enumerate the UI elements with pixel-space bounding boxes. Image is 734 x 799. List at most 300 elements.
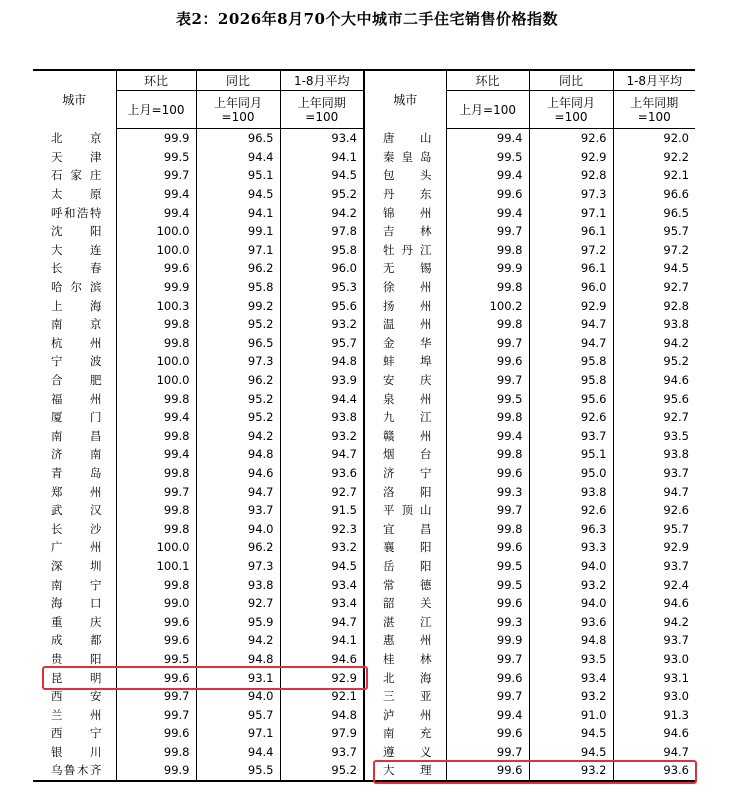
yoy-cell: 95.1 (529, 445, 613, 464)
table-row (33, 259, 695, 278)
city-cell: 哈尔滨 (51, 280, 102, 295)
avg-cell: 96.6 (613, 185, 695, 204)
yoy-cell: 96.5 (196, 129, 280, 148)
mom-cell: 99.4 (116, 203, 196, 222)
mom-cell: 99.7 (446, 650, 529, 669)
mom-base-left: 上月=100 (116, 91, 196, 129)
city-cell: 泸州 (364, 705, 446, 724)
yoy-cell: 96.2 (196, 259, 280, 278)
yoy-cell: 95.8 (196, 278, 280, 297)
avg-base-left: 上年同期=100 (280, 91, 364, 129)
yoy-cell: 97.3 (196, 557, 280, 576)
yoy-cell: 93.7 (196, 501, 280, 520)
mom-cell: 99.6 (446, 594, 529, 613)
city-cell: 石家庄 (51, 168, 102, 183)
avg-cell: 94.7 (280, 612, 364, 631)
avg-cell: 94.6 (613, 594, 695, 613)
yoy-cell: 94.8 (196, 445, 280, 464)
city-cell: 西宁 (51, 726, 102, 741)
avg-cell: 94.5 (280, 557, 364, 576)
city-cell: 大连 (51, 242, 102, 257)
mom-cell: 99.6 (446, 352, 529, 371)
city-cell: 兰州 (51, 707, 102, 722)
table-row (33, 519, 695, 538)
city-cell: 厦门 (51, 410, 102, 425)
header-row-1 (33, 70, 695, 91)
yoy-cell: 97.1 (196, 724, 280, 743)
mom-cell: 99.7 (446, 222, 529, 241)
city-cell: 韶关 (364, 594, 446, 613)
mom-cell: 99.8 (446, 278, 529, 297)
yoy-cell: 93.8 (196, 575, 280, 594)
yoy-cell: 95.5 (196, 761, 280, 781)
table-row (33, 612, 695, 631)
city-cell: 成都 (51, 633, 102, 648)
yoy-cell: 93.2 (529, 687, 613, 706)
avg-cell: 93.0 (613, 687, 695, 706)
yoy-cell: 96.1 (529, 259, 613, 278)
mom-cell: 99.4 (116, 445, 196, 464)
city-cell: 秦皇岛 (364, 148, 446, 167)
city-cell: 北京 (51, 131, 102, 146)
yoy-cell: 93.6 (529, 612, 613, 631)
avg-cell: 92.0 (613, 129, 695, 148)
avg-cell: 92.1 (280, 687, 364, 706)
avg-cell: 93.8 (280, 408, 364, 427)
mom-cell: 99.8 (116, 315, 196, 334)
table-row (33, 278, 695, 297)
yoy-cell: 94.8 (196, 650, 280, 669)
avg-cell: 94.1 (280, 148, 364, 167)
avg-cell: 94.2 (280, 203, 364, 222)
yoy-cell: 94.7 (529, 334, 613, 353)
mom-cell: 99.6 (446, 185, 529, 204)
mom-cell: 99.4 (116, 185, 196, 204)
table-row (33, 352, 695, 371)
yoy-cell: 94.0 (196, 519, 280, 538)
mom-cell: 100.3 (116, 296, 196, 315)
city-cell: 呼和浩特 (51, 205, 102, 220)
avg-cell: 92.6 (613, 501, 695, 520)
table-title: 表2：2026年8月70个大中城市二手住宅销售价格指数 (176, 10, 558, 28)
city-cell: 唐山 (364, 129, 446, 148)
avg-cell: 95.7 (613, 222, 695, 241)
city-header-right: 城市 (364, 70, 446, 129)
yoy-cell: 95.2 (196, 315, 280, 334)
mom-cell: 99.9 (116, 278, 196, 297)
yoy-cell: 92.6 (529, 408, 613, 427)
mom-cell: 99.4 (446, 166, 529, 185)
yoy-base-right: 上年同月=100 (529, 91, 613, 129)
avg-cell: 92.2 (613, 148, 695, 167)
city-cell: 贵阳 (51, 651, 102, 666)
avg-cell: 95.2 (613, 352, 695, 371)
city-cell: 温州 (364, 315, 446, 334)
mom-base-right: 上月=100 (446, 91, 529, 129)
avg-cell: 95.3 (280, 278, 364, 297)
city-cell: 天津 (51, 149, 102, 164)
mom-cell: 99.9 (446, 259, 529, 278)
yoy-cell: 95.8 (529, 352, 613, 371)
avg-cell: 93.6 (280, 464, 364, 483)
city-cell: 无锡 (364, 259, 446, 278)
city-cell: 南宁 (51, 577, 102, 592)
yoy-cell: 97.2 (529, 241, 613, 260)
mom-cell: 99.8 (116, 743, 196, 762)
avg-cell: 94.4 (280, 389, 364, 408)
city-cell: 南昌 (51, 428, 102, 443)
yoy-cell: 94.4 (196, 148, 280, 167)
mom-cell: 99.5 (446, 148, 529, 167)
table-row (33, 296, 695, 315)
mom-cell: 99.8 (446, 241, 529, 260)
mom-cell: 99.4 (446, 129, 529, 148)
yoy-cell: 94.5 (529, 724, 613, 743)
yoy-cell: 94.0 (196, 687, 280, 706)
avg-cell: 97.8 (280, 222, 364, 241)
avg-cell: 94.7 (280, 445, 364, 464)
city-cell: 北海 (364, 668, 446, 687)
mom-cell: 99.8 (116, 501, 196, 520)
avg-cell: 94.2 (613, 334, 695, 353)
city-cell: 深圳 (51, 558, 102, 573)
mom-cell: 99.5 (116, 148, 196, 167)
avg-cell: 93.7 (280, 743, 364, 762)
avg-cell: 93.4 (280, 575, 364, 594)
avg-cell: 93.0 (613, 650, 695, 669)
city-cell: 合肥 (51, 373, 102, 388)
yoy-cell: 97.1 (196, 241, 280, 260)
city-cell: 赣州 (364, 427, 446, 446)
yoy-cell: 94.5 (529, 743, 613, 762)
yoy-cell: 96.0 (529, 278, 613, 297)
avg-cell: 93.8 (613, 315, 695, 334)
yoy-cell: 93.4 (529, 668, 613, 687)
mom-cell: 99.7 (116, 166, 196, 185)
table-row (33, 743, 695, 762)
mom-cell: 99.8 (116, 519, 196, 538)
yoy-cell: 96.3 (529, 519, 613, 538)
mom-cell: 99.5 (446, 557, 529, 576)
yoy-cell: 95.2 (196, 389, 280, 408)
mom-cell: 100.0 (116, 371, 196, 390)
city-cell: 宜昌 (364, 519, 446, 538)
table-row (33, 538, 695, 557)
avg-cell: 92.3 (280, 519, 364, 538)
avg-cell: 91.5 (280, 501, 364, 520)
yoy-cell: 94.8 (529, 631, 613, 650)
table-row (33, 445, 695, 464)
city-cell: 湛江 (364, 612, 446, 631)
yoy-cell: 96.1 (529, 222, 613, 241)
city-cell: 青岛 (51, 465, 102, 480)
mom-cell: 99.8 (446, 408, 529, 427)
yoy-cell: 94.2 (196, 631, 280, 650)
city-cell: 广州 (51, 540, 102, 555)
city-cell: 牡丹江 (364, 241, 446, 260)
yoy-cell: 92.8 (529, 166, 613, 185)
yoy-cell: 95.6 (529, 389, 613, 408)
yoy-cell: 93.5 (529, 650, 613, 669)
yoy-cell: 92.6 (529, 129, 613, 148)
city-cell: 蚌埠 (364, 352, 446, 371)
city-cell: 银川 (51, 744, 102, 759)
city-cell: 襄阳 (364, 538, 446, 557)
table-row (33, 631, 695, 650)
city-cell: 海口 (51, 596, 102, 611)
city-cell: 宁波 (51, 354, 102, 369)
mom-cell: 99.7 (446, 687, 529, 706)
avg-cell: 92.9 (613, 538, 695, 557)
city-cell: 长春 (51, 261, 102, 276)
mom-cell: 99.5 (446, 575, 529, 594)
avg-cell: 92.1 (613, 166, 695, 185)
city-cell: 大理 (364, 761, 446, 781)
city-cell: 桂林 (364, 650, 446, 669)
avg-cell: 91.3 (613, 705, 695, 724)
table-row (33, 222, 695, 241)
mom-cell: 99.6 (446, 761, 529, 781)
mom-header-right: 环比 (446, 70, 529, 91)
city-header-left: 城市 (33, 70, 116, 129)
city-cell: 武汉 (51, 503, 102, 518)
table-row (33, 724, 695, 743)
city-cell: 乌鲁木齐 (33, 761, 116, 781)
mom-cell: 99.6 (116, 631, 196, 650)
mom-cell: 99.7 (446, 334, 529, 353)
city-cell: 重庆 (51, 614, 102, 629)
mom-cell: 100.0 (116, 538, 196, 557)
mom-cell: 99.7 (446, 371, 529, 390)
mom-cell: 99.8 (116, 334, 196, 353)
avg-cell: 95.7 (613, 519, 695, 538)
yoy-cell: 97.1 (529, 203, 613, 222)
city-cell: 西安 (51, 689, 102, 704)
city-cell: 洛阳 (364, 482, 446, 501)
yoy-cell: 94.5 (196, 185, 280, 204)
table-row (33, 129, 695, 148)
city-cell: 包头 (364, 166, 446, 185)
table-row (33, 185, 695, 204)
mom-cell: 99.9 (446, 631, 529, 650)
avg-cell: 92.7 (280, 482, 364, 501)
table-row (33, 594, 695, 613)
mom-cell: 99.6 (446, 724, 529, 743)
avg-cell: 93.7 (613, 631, 695, 650)
table-row (33, 166, 695, 185)
mom-cell: 100.0 (116, 241, 196, 260)
yoy-cell: 93.8 (529, 482, 613, 501)
yoy-cell: 95.2 (196, 408, 280, 427)
yoy-cell: 97.3 (196, 352, 280, 371)
yoy-cell: 93.1 (196, 668, 280, 687)
highlight-box-left (42, 666, 368, 690)
city-cell: 济南 (51, 447, 102, 462)
yoy-cell: 96.2 (196, 371, 280, 390)
yoy-cell: 95.1 (196, 166, 280, 185)
avg-cell: 94.7 (613, 482, 695, 501)
avg-header-right: 1-8月平均 (613, 70, 695, 91)
yoy-cell: 94.0 (529, 594, 613, 613)
mom-cell: 99.7 (116, 705, 196, 724)
table-row (33, 427, 695, 446)
city-cell: 昆明 (51, 670, 102, 685)
avg-cell: 95.8 (280, 241, 364, 260)
avg-cell: 92.7 (613, 278, 695, 297)
yoy-cell: 94.1 (196, 203, 280, 222)
avg-cell: 94.2 (613, 612, 695, 631)
yoy-cell: 94.4 (196, 743, 280, 762)
yoy-header-right: 同比 (529, 70, 613, 91)
yoy-cell: 95.0 (529, 464, 613, 483)
avg-cell: 96.0 (280, 259, 364, 278)
mom-cell: 99.6 (446, 668, 529, 687)
yoy-header-left: 同比 (196, 70, 280, 91)
avg-cell: 93.4 (280, 129, 364, 148)
yoy-cell: 93.7 (529, 427, 613, 446)
yoy-cell: 92.6 (529, 501, 613, 520)
city-cell: 惠州 (364, 631, 446, 650)
table-row (33, 371, 695, 390)
city-cell: 平顶山 (364, 501, 446, 520)
yoy-cell: 92.9 (529, 296, 613, 315)
mom-cell: 99.6 (446, 538, 529, 557)
mom-cell: 99.4 (446, 203, 529, 222)
yoy-cell: 94.7 (196, 482, 280, 501)
avg-cell: 92.8 (613, 296, 695, 315)
mom-cell: 99.8 (116, 389, 196, 408)
yoy-base-left: 上年同月=100 (196, 91, 280, 129)
avg-cell: 93.2 (280, 315, 364, 334)
mom-header-left: 环比 (116, 70, 196, 91)
mom-cell: 99.4 (116, 408, 196, 427)
mom-cell: 99.4 (446, 705, 529, 724)
avg-cell: 94.5 (280, 166, 364, 185)
mom-cell: 99.8 (446, 519, 529, 538)
avg-cell: 93.7 (613, 557, 695, 576)
mom-cell: 99.4 (446, 427, 529, 446)
avg-cell: 93.9 (280, 371, 364, 390)
mom-cell: 99.6 (446, 464, 529, 483)
city-cell: 吉林 (364, 222, 446, 241)
city-cell: 太原 (51, 187, 102, 202)
table-row (33, 464, 695, 483)
avg-cell: 93.2 (280, 538, 364, 557)
yoy-cell: 93.2 (529, 575, 613, 594)
city-cell: 南充 (364, 724, 446, 743)
avg-cell: 93.2 (280, 427, 364, 446)
avg-cell: 92.4 (613, 575, 695, 594)
avg-cell: 94.6 (613, 371, 695, 390)
yoy-cell: 93.3 (529, 538, 613, 557)
table-row (33, 203, 695, 222)
city-cell: 上海 (51, 298, 102, 313)
table-row (33, 575, 695, 594)
yoy-cell: 96.5 (196, 334, 280, 353)
city-cell: 丹东 (364, 185, 446, 204)
table-row (33, 148, 695, 167)
mom-cell: 99.6 (116, 668, 196, 687)
yoy-cell: 92.7 (196, 594, 280, 613)
city-cell: 沈阳 (51, 224, 102, 239)
avg-cell: 94.5 (613, 259, 695, 278)
city-cell: 锦州 (364, 203, 446, 222)
city-cell: 福州 (51, 391, 102, 406)
avg-cell: 93.7 (613, 464, 695, 483)
yoy-cell: 94.2 (196, 427, 280, 446)
table-row (33, 482, 695, 501)
mom-cell: 99.8 (116, 464, 196, 483)
table-row (33, 501, 695, 520)
table-row (33, 334, 695, 353)
mom-cell: 100.0 (116, 352, 196, 371)
table-row (33, 241, 695, 260)
avg-cell: 93.8 (613, 445, 695, 464)
mom-cell: 99.3 (446, 482, 529, 501)
city-cell: 泉州 (364, 389, 446, 408)
mom-cell: 99.8 (116, 427, 196, 446)
city-cell: 金华 (364, 334, 446, 353)
avg-cell: 94.1 (280, 631, 364, 650)
mom-cell: 99.0 (116, 594, 196, 613)
highlight-box-right (373, 760, 697, 784)
mom-cell: 99.6 (116, 259, 196, 278)
city-cell: 济宁 (364, 464, 446, 483)
avg-cell: 92.9 (280, 668, 364, 687)
mom-cell: 100.2 (446, 296, 529, 315)
table-row (33, 705, 695, 724)
yoy-cell: 99.1 (196, 222, 280, 241)
mom-cell: 99.7 (446, 501, 529, 520)
city-cell: 南京 (51, 317, 102, 332)
city-cell: 徐州 (364, 278, 446, 297)
city-cell: 烟台 (364, 445, 446, 464)
avg-cell: 97.2 (613, 241, 695, 260)
table-row (33, 315, 695, 334)
avg-cell: 95.2 (280, 761, 364, 781)
city-cell: 安庆 (364, 371, 446, 390)
yoy-cell: 95.8 (529, 371, 613, 390)
mom-cell: 99.3 (446, 612, 529, 631)
avg-cell: 92.7 (613, 408, 695, 427)
avg-cell: 93.1 (613, 668, 695, 687)
city-cell: 三亚 (364, 687, 446, 706)
yoy-cell: 94.6 (196, 464, 280, 483)
mom-cell: 99.7 (116, 482, 196, 501)
city-cell: 郑州 (51, 484, 102, 499)
mom-cell: 99.5 (116, 650, 196, 669)
yoy-cell: 91.0 (529, 705, 613, 724)
yoy-cell: 96.2 (196, 538, 280, 557)
mom-cell: 99.6 (116, 724, 196, 743)
mom-cell: 100.0 (116, 222, 196, 241)
table-row (33, 389, 695, 408)
city-cell: 遵义 (364, 743, 446, 762)
city-cell: 长沙 (51, 521, 102, 536)
avg-cell: 94.6 (280, 650, 364, 669)
yoy-cell: 94.0 (529, 557, 613, 576)
avg-cell: 97.9 (280, 724, 364, 743)
avg-header-left: 1-8月平均 (280, 70, 364, 91)
city-cell: 九江 (364, 408, 446, 427)
mom-cell: 99.8 (116, 575, 196, 594)
avg-cell: 94.8 (280, 352, 364, 371)
table-row (33, 557, 695, 576)
avg-cell: 95.2 (280, 185, 364, 204)
city-cell: 常德 (364, 575, 446, 594)
avg-cell: 94.8 (280, 705, 364, 724)
mom-cell: 99.6 (116, 612, 196, 631)
